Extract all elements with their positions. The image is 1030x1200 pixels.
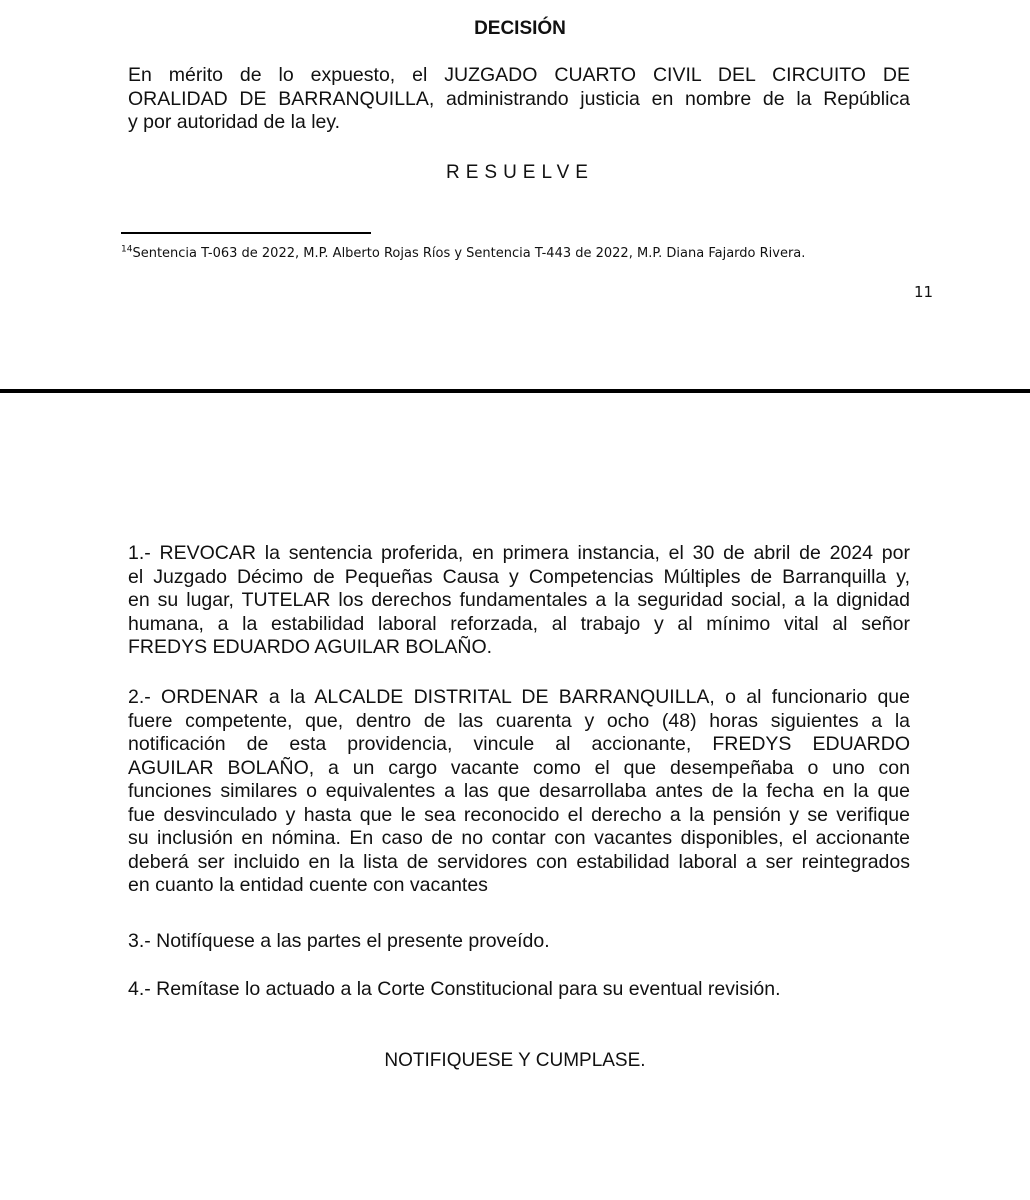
item-line: notificación de esta providencia, vincule al accionante, FREDYS EDUARDO [128, 733, 910, 755]
item-line: fue desvinculado y hasta que le sea reconocido el derecho a la pensión y se verifique [128, 803, 910, 826]
item-line: el Juzgado Décimo de Pequeñas Causa y Competencias Múltiples de Barranquilla y, [128, 565, 910, 588]
footnote [121, 246, 805, 261]
resolution-item-4: 4.- Remítase lo actuado a la Corte Constitucional para su eventual revisión. [128, 978, 781, 1000]
document-page-lower [0, 394, 1030, 1200]
item-line: su inclusión en nómina. En caso de no contar con vacantes disponibles, el accionante [128, 827, 910, 849]
page-number: 11 [914, 283, 934, 301]
section-heading: DECISIÓN [474, 18, 566, 39]
footnote-number: 14 [121, 244, 133, 255]
item-line: FREDYS EDUARDO AGUILAR BOLAÑO. [128, 636, 493, 658]
item-line: deberá ser incluido en la lista de servidores con estabilidad laboral a ser reintegrados [128, 850, 910, 873]
item-line: AGUILAR BOLAÑO, a un cargo vacante como el que desempeñaba o uno con [128, 756, 910, 779]
footnote-text: Sentencia T-063 de 2022, M.P. Alberto Rojas Ríos y Sentencia T-443 de 2022, M.P. Diana Fajardo Rivera. [132, 246, 806, 261]
item-line: humana, a la estabilidad laboral reforzada, al trabajo y al mínimo vital al señor [128, 612, 910, 635]
intro-line: En mérito de lo expuesto, el JUZGADO CUARTO CIVIL DEL CIRCUITO DE [128, 64, 910, 86]
item-line: 2.- ORDENAR a la ALCALDE DISTRITAL DE BARRANQUILLA, o al funcionario que [128, 686, 910, 708]
intro-line: ORALIDAD DE BARRANQUILLA, administrando justicia en nombre de la República [128, 87, 910, 110]
item-line: en su lugar, TUTELAR los derechos fundamentales a la seguridad social, a la dignidad [128, 589, 910, 611]
resolution-item-3: 3.- Notifíquese a las partes el presente proveído. [128, 930, 550, 952]
resuelve-heading: RESUELVE [446, 162, 594, 183]
resolution-item-1 [128, 542, 910, 660]
intro-line: y por autoridad de la ley. [128, 111, 341, 133]
intro-paragraph [128, 64, 910, 135]
resolution-item-2 [128, 686, 910, 898]
item-line: en cuanto la entidad cuente con vacantes [128, 874, 488, 896]
footnote-separator [121, 232, 371, 234]
closing-statement: NOTIFIQUESE Y CUMPLASE. [384, 1050, 646, 1071]
item-line: funciones similares o equivalentes a las que desarrollaba antes de la fecha en la que [128, 780, 910, 802]
item-line: 1.- REVOCAR la sentencia proferida, en primera instancia, el 30 de abril de 2024 por [128, 542, 910, 564]
item-line: fuere competente, que, dentro de las cuarenta y ocho (48) horas siguientes a la [128, 709, 910, 732]
page-divider [0, 389, 1030, 393]
document-page-upper [0, 0, 1030, 390]
